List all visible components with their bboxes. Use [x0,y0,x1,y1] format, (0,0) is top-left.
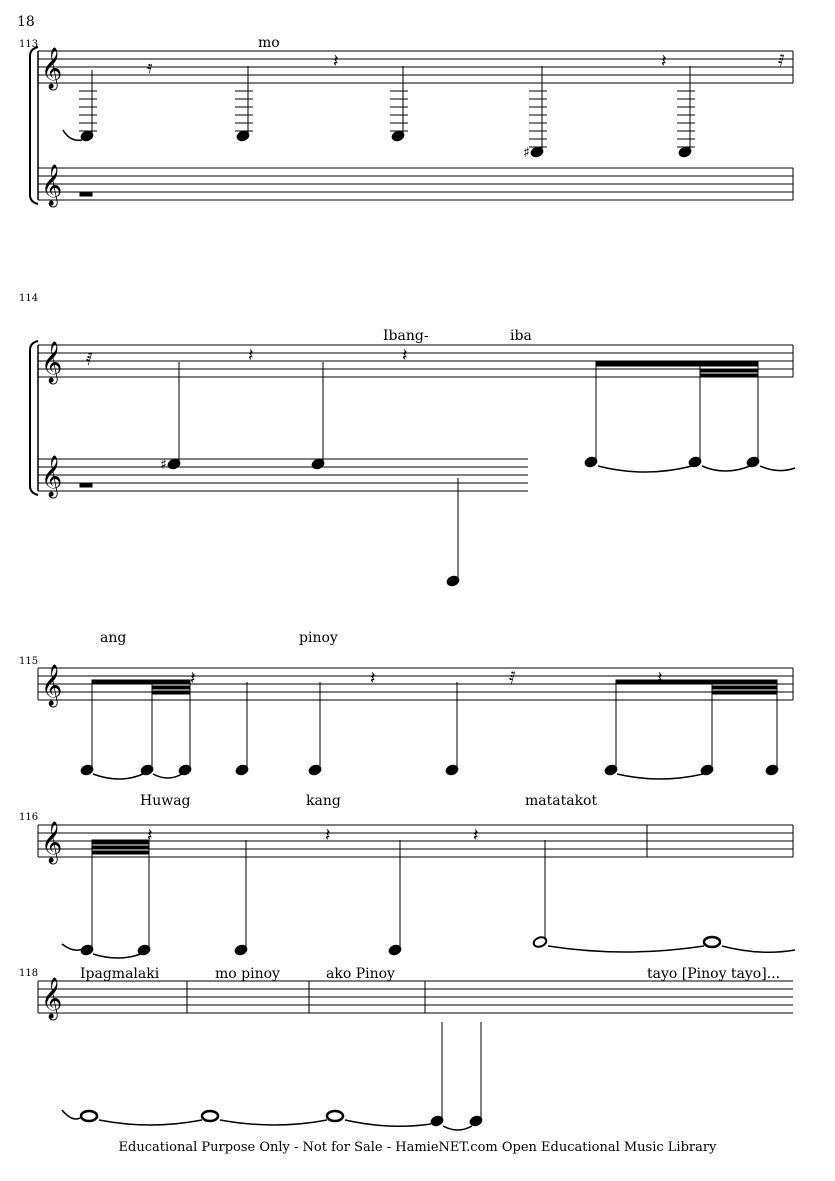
tie [760,466,795,471]
stem [92,680,777,768]
tie [548,946,704,952]
half-rest [80,192,92,196]
lyric-syllable: ang [100,630,127,646]
tie [62,1110,80,1119]
tie [99,1120,202,1125]
lyric-syllable: mo [258,35,280,51]
rest: 𝄿 [147,57,153,78]
beam [92,840,149,854]
rest: 𝅀 [86,349,93,370]
tie [62,944,84,950]
lyric-syllable: Ipagmalaki [80,966,160,982]
rest: 𝄽 [147,825,153,846]
measure-number: 114 [19,293,39,304]
rest: 𝄽 [370,668,376,689]
treble-clef-icon: 𝄞 [41,165,63,206]
page-number: 18 [17,14,35,30]
treble-clef-icon: 𝄞 [41,822,63,863]
tie [702,466,750,471]
staff-lines [38,981,793,1013]
rest: 𝄽 [333,51,339,72]
tie [93,954,141,958]
tie [63,130,82,140]
lyric-syllable: kang [306,793,341,809]
whole-note [81,1111,343,1121]
treble-clef-icon: 𝄞 [41,48,63,89]
tie [722,946,795,952]
note [80,66,692,158]
lyric-syllable: ako Pinoy [326,966,395,982]
half-rest [80,483,92,487]
rest: 𝅀 [509,668,516,689]
sharp-icon: ♯ [523,145,530,161]
half-note [532,936,547,949]
lyric-syllable: iba [510,328,532,344]
tie [598,466,692,472]
stem [92,840,545,948]
measure-number: 118 [19,968,39,979]
tie [345,1120,431,1126]
rest: 𝄽 [402,345,408,366]
treble-clef-icon: 𝄞 [41,342,63,383]
note [80,944,402,957]
lyric-syllable: pinoy [299,630,338,646]
lyric-syllable: mo pinoy [215,966,280,982]
footer-text: Educational Purpose Only - Not for Sale - HamieNET.com Open Educational Music Library [118,1140,717,1155]
rest: 𝄽 [190,668,196,689]
rest: 𝄽 [473,825,479,846]
measure-number: 116 [19,812,39,823]
lyric-syllable: Ibang- [383,328,429,344]
ledger-lines [79,91,695,147]
tie [617,774,703,779]
sharp-icon: ♯ [160,457,167,473]
rest: 𝄽 [325,825,331,846]
tie [93,774,143,779]
rest: 𝄽 [661,51,667,72]
treble-clef-icon: 𝄞 [41,456,63,497]
tie [153,774,182,778]
note [430,1115,483,1128]
rest: 𝄽 [657,668,663,689]
tie [443,1126,472,1130]
treble-clef-icon: 𝄞 [41,978,63,1019]
lyric-syllable: tayo [Pinoy tayo]... [647,966,781,982]
tie [220,1120,327,1125]
lyric-syllable: Huwag [140,793,191,809]
rest: 𝄽 [248,345,254,366]
rest: 𝅀 [778,51,785,72]
note [80,764,779,777]
measure-number: 113 [19,39,39,50]
whole-note [704,937,720,947]
treble-clef-icon: 𝄞 [41,665,63,706]
lyric-syllable: matatakot [525,793,598,809]
measure-number: 115 [19,656,39,667]
